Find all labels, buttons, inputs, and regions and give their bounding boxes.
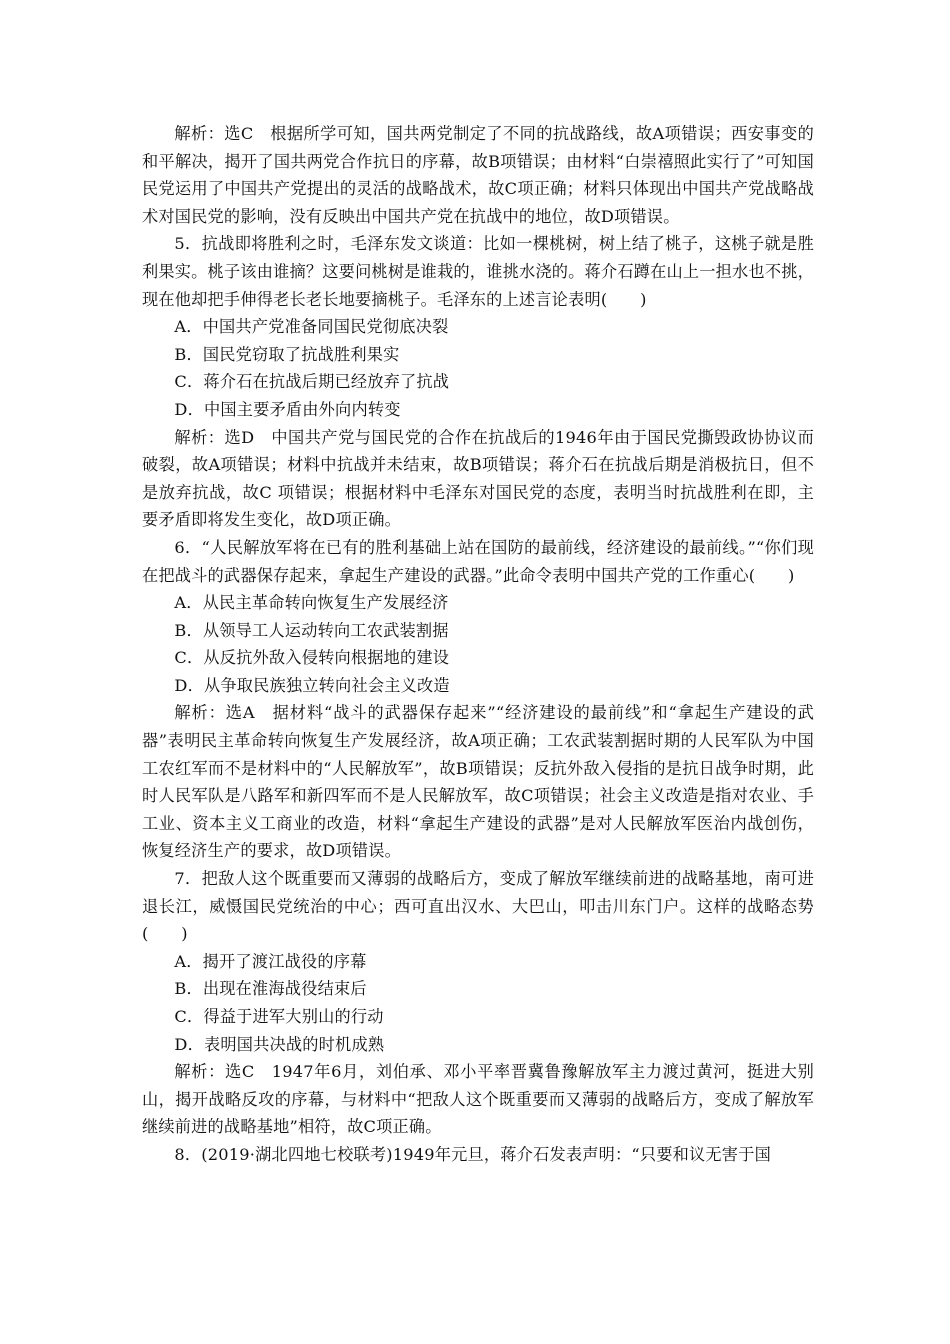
q5-option-c: C．蒋介石在抗战后期已经放弃了抗战: [174, 372, 450, 392]
q5-option-b: B．国民党窃取了抗战胜利果实: [174, 344, 400, 364]
document-body: [142, 120, 814, 1169]
q6-option-c: C．从反抗外敌入侵转向根据地的建设: [174, 648, 450, 668]
q6-option-a: A．从民主革命转向恢复生产发展经济: [174, 593, 449, 613]
question-5: 5．抗战即将胜利之时，毛泽东发文谈道：比如一棵桃树，树上结了桃子，这桃子就是胜利果实。桃子该由谁摘？这要问桃树是谁栽的，谁挑水浇的。蒋介石蹲在山上一担水也不挑，现在他却把手伸得老长老长地要摘桃子。毛泽东的上述言论表明( ): [142, 234, 814, 309]
q7-option-b: B．出现在淮海战役结束后: [174, 979, 367, 999]
analysis-q7: 解析：选C 1947年6月，刘伯承、邓小平率晋冀鲁豫解放军主力渡过黄河，挺进大别山，揭开战略反攻的序幕，与材料中“把敌人这个既重要而又薄弱的战略后方，变成了解放军继续前进的战略基地”相符，故C项正确。: [142, 1062, 814, 1137]
analysis-q6: 解析：选A 据材料“战斗的武器保存起来”“经济建设的最前线”和“拿起生产建设的武器”表明民主革命转向恢复生产发展经济，故A项正确；工农武装割据时期的人民军队为中国工农红军而不是材料中的“人民解放军”，故B项错误；反抗外敌入侵指的是抗日战争时期，此时人民军队是八路军和新四军而不是人民解放军，故C项错误；社会主义改造是指对农业、手工业、资本主义工商业的改造，材料“拿起生产建设的武器”是对人民解放军医治内战创伤，恢复经济生产的要求，故D项错误。: [142, 703, 814, 861]
q7-option-d: D．表明国共决战的时机成熟: [174, 1034, 385, 1054]
question-6: 6．“人民解放军将在已有的胜利基础上站在国防的最前线，经济建设的最前线。”“你们现在把战斗的武器保存起来，拿起生产建设的武器。”此命令表明中国共产党的工作重心( ): [142, 537, 814, 585]
q7-option-a: A．揭开了渡江战役的序幕: [174, 951, 367, 971]
question-8: 8．(2019·湖北四地七校联考)1949年元旦，蒋介石发表声明：“只要和议无害于国: [174, 1144, 771, 1164]
q5-option-d: D．中国主要矛盾由外向内转变: [174, 399, 401, 419]
q6-option-b: B．从领导工人运动转向工农武装割据: [174, 620, 449, 640]
question-7: 7．把敌人这个既重要而又薄弱的战略后方，变成了解放军继续前进的战略基地，南可进退长江，威慑国民党统治的中心；西可直出汉水、大巴山，叩击川东门户。这样的战略态势( ): [142, 869, 814, 944]
analysis-q5: 解析：选D 中国共产党与国民党的合作在抗战后的1946年由于国民党撕毁政协协议而破裂，故A项错误；材料中抗战并未结束，故B项错误；蒋介石在抗战后期是消极抗日，但不是放弃抗战，故C 项错误；根据材料中毛泽东对国民党的态度，表明当时抗战胜利在即，主要矛盾即将发生变化，故D项正确。: [142, 427, 814, 530]
q7-option-c: C．得益于进军大别山的行动: [174, 1007, 384, 1026]
q5-option-a: A．中国共产党准备同国民党彻底决裂: [174, 317, 449, 337]
q6-option-d: D．从争取民族独立转向社会主义改造: [174, 675, 450, 695]
analysis-q4: 解析：选C 根据所学可知，国共两党制定了不同的抗战路线，故A项错误；西安事变的和平解决，揭开了国共两党合作抗日的序幕，故B项错误；由材料“白崇禧照此实行了”可知国民党运用了中国共产党提出的灵活的战略战术，故C项正确；材料只体现出中国共产党战略战术对国民党的影响，没有反映出中国共产党在抗战中的地位，故D项错误。: [142, 124, 814, 226]
